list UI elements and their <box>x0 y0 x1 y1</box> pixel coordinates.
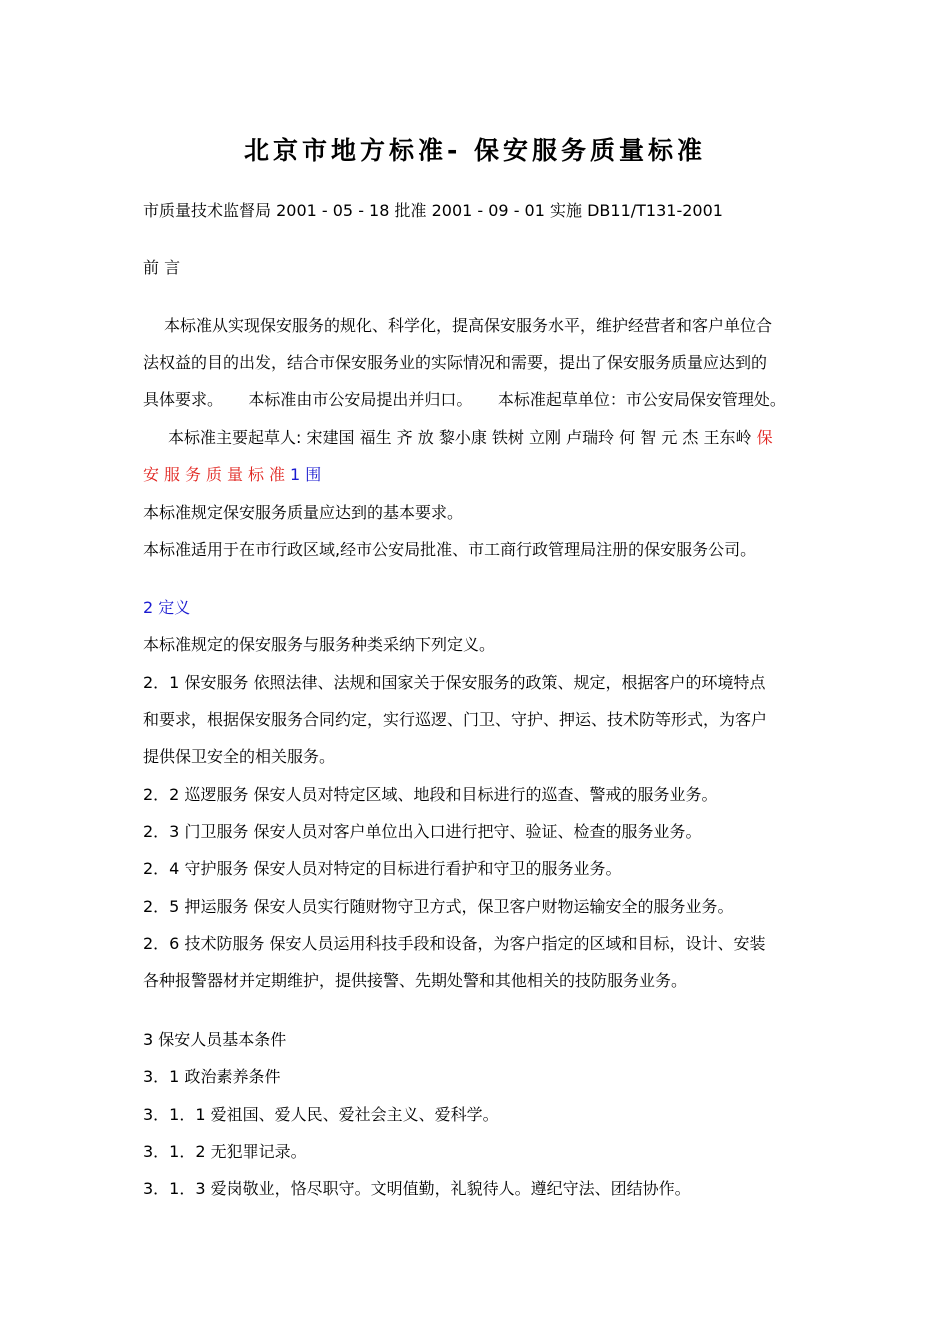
definition-item: 和要求，根据保安服务合同约定，实行巡逻、门卫、守护、押运、技术防等形式，为客户 <box>143 710 768 729</box>
definition-item: 2．6 技术防服务 保安人员运用科技手段和设备，为客户指定的区域和目标，设计、安装 <box>143 934 766 953</box>
condition-item: 3．1．2 无犯罪记录。 <box>143 1142 307 1161</box>
definitions-heading: 2 定义 <box>143 598 191 617</box>
conditions-heading: 3 保安人员基本条件 <box>143 1030 287 1049</box>
foreword-line: 本标准从实现保安服务的规化、科学化，提高保安服务水平，维护经营者和客户单位合 <box>164 316 773 335</box>
drafters-text: 本标准主要起草人: 宋建国 福生 齐 放 黎小康 铁树 立刚 卢瑞玲 何 智 元 杰 王东岭 <box>168 428 752 447</box>
scope-heading-blue: 1 围 <box>290 465 322 484</box>
definition-item: 各种报警器材并定期维护，提供接警、先期处警和其他相关的技防服务业务。 <box>143 971 688 990</box>
foreword-heading: 前 言 <box>143 258 181 277</box>
scope-heading-red: 安服务质量标准 <box>143 465 291 484</box>
definition-item: 2．5 押运服务 保安人员实行随财物守卫方式，保卫客户财物运输安全的服务业务。 <box>143 897 734 916</box>
standard-meta-line: 市质量技术监督局 2001 - 05 - 18 批准 2001 - 09 - 01 实施 DB11/T131-2001 <box>143 201 723 220</box>
scope-line: 本标准适用于在市行政区域,经市公安局批准、市工商行政管理局注册的保安服务公司。 <box>143 540 757 559</box>
definition-item: 2．4 守护服务 保安人员对特定的目标进行看护和守卫的服务业务。 <box>143 859 622 878</box>
definition-item: 2．2 巡逻服务 保安人员对特定区域、地段和目标进行的巡查、警戒的服务业务。 <box>143 785 718 804</box>
drafters-line <box>168 426 773 450</box>
definition-item: 2．3 门卫服务 保安人员对客户单位出入口进行把守、验证、检查的服务业务。 <box>143 822 702 841</box>
definition-item: 提供保卫安全的相关服务。 <box>143 747 336 766</box>
condition-item: 3．1．3 爱岗敬业，恪尽职守。文明值勤，礼貌待人。遵纪守法、团结协作。 <box>143 1179 691 1198</box>
condition-item: 3．1 政治素养条件 <box>143 1067 281 1086</box>
definitions-intro: 本标准规定的保安服务与服务种类采纳下列定义。 <box>143 635 496 654</box>
foreword-line: 具体要求。 本标准由市公安局提出并归口。 本标准起草单位：市公安局保安管理处。 <box>143 390 786 409</box>
condition-item: 3．1．1 爱祖国、爱人民、爱社会主义、爱科学。 <box>143 1105 499 1124</box>
scope-heading-red: 保 <box>756 428 773 447</box>
definition-item: 2．1 保安服务 依照法律、法规和国家关于保安服务的政策、规定，根据客户的环境特点 <box>143 673 766 692</box>
document-title: 北京市地方标准- 保安服务质量标准 <box>243 136 707 165</box>
scope-line: 本标准规定保安服务质量应达到的基本要求。 <box>143 503 464 522</box>
scope-heading-line <box>143 463 321 487</box>
foreword-line: 法权益的目的出发，结合市保安服务业的实际情况和需要，提出了保安服务质量应达到的 <box>143 353 768 372</box>
